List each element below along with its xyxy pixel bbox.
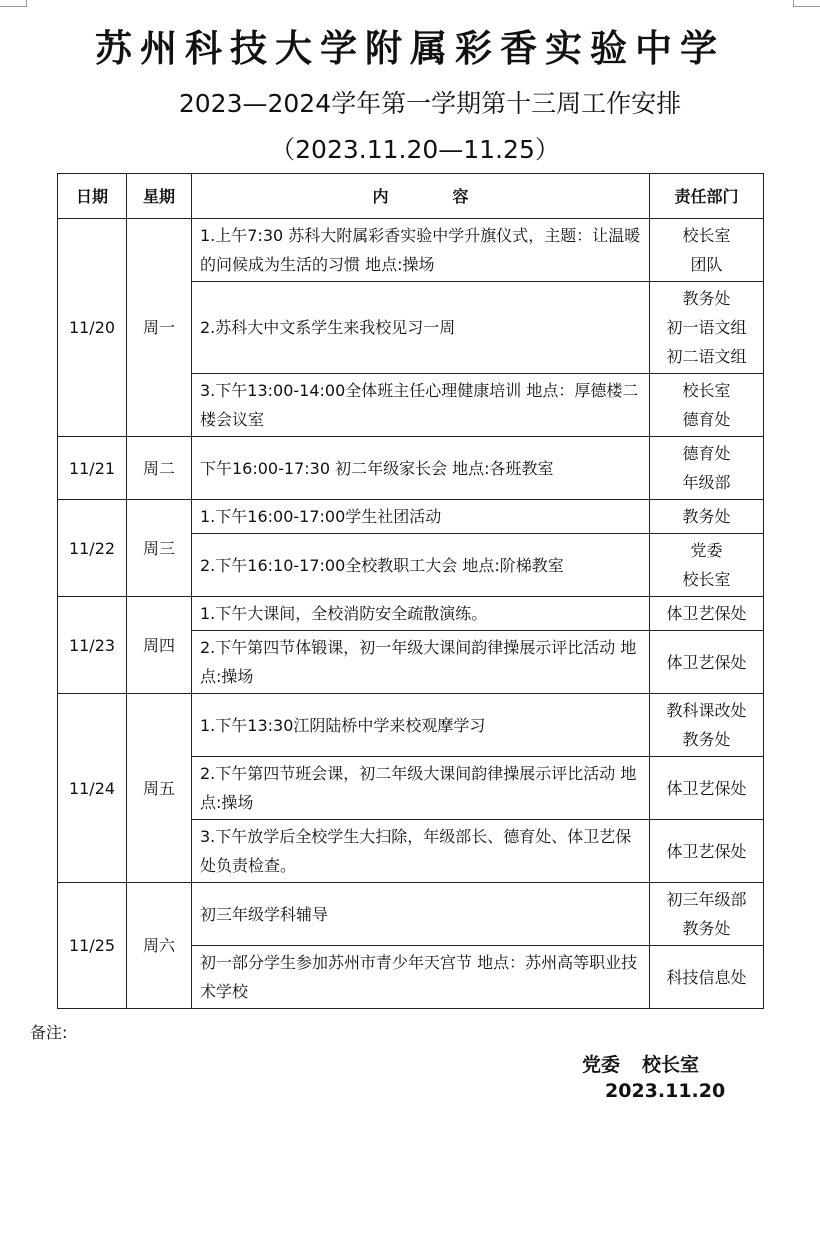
- header-weekday: 星期: [127, 174, 192, 219]
- cell-content: 2.下午第四节体锻课，初一年级大课间韵律操展示评比活动 地点:操场: [192, 631, 650, 694]
- cell-department: [650, 374, 764, 437]
- cell-department: [650, 500, 764, 534]
- cell-content: 2.下午16:10-17:00全校教职工大会 地点:阶梯教室: [192, 534, 650, 597]
- header-row: [58, 174, 764, 219]
- department-name: 初三年级部: [666, 890, 747, 909]
- table-row: [58, 219, 764, 282]
- department-name: 德育处: [682, 444, 731, 463]
- department-name: 体卫艺保处: [666, 604, 747, 623]
- cell-content: 1.上午7:30 苏科大附属彩香实验中学升旗仪式，主题：让温暖的问候成为生活的习惯 地点:操场: [192, 219, 650, 282]
- cell-date: 11/24: [58, 694, 127, 883]
- cell-date: 11/20: [58, 219, 127, 437]
- department-name: 教务处: [682, 730, 731, 749]
- cell-weekday: 周四: [127, 597, 192, 694]
- header-date: 日期: [58, 174, 127, 219]
- cell-content: 1.下午大课间，全校消防安全疏散演练。: [192, 597, 650, 631]
- cell-content: 下午16:00-17:30 初二年级家长会 地点:各班教室: [192, 437, 650, 500]
- cell-department: [650, 219, 764, 282]
- department-name: 体卫艺保处: [666, 841, 747, 861]
- department-name: 初一语文组: [666, 318, 747, 337]
- header-content: 内 容: [192, 174, 650, 219]
- signers: [582, 1050, 699, 1077]
- department-name: 年级部: [682, 473, 731, 492]
- department-name: 初二语文组: [666, 347, 747, 366]
- cell-content: 初一部分学生参加苏州市青少年天宫节 地点：苏州高等职业技术学校: [192, 946, 650, 1009]
- header-department: 责任部门: [650, 174, 764, 219]
- schedule-body: [58, 219, 764, 1009]
- cell-content: 1.下午16:00-17:00学生社团活动: [192, 500, 650, 534]
- department-name: 教务处: [682, 919, 731, 938]
- cell-content: 3.下午放学后全校学生大扫除，年级部长、德育处、体卫艺保处负责检查。: [192, 820, 650, 883]
- table-row: [58, 694, 764, 757]
- date-range: （2023.11.20—11.25）: [270, 135, 560, 164]
- table-row: [58, 883, 764, 946]
- cell-department: [650, 631, 764, 694]
- cell-weekday: 周一: [127, 219, 192, 437]
- cell-content: 初三年级学科辅导: [192, 883, 650, 946]
- signer-principal-office: 校长室: [642, 1054, 700, 1076]
- corner-crop-mark-right: [793, 0, 820, 7]
- table-row: [58, 500, 764, 534]
- cell-date: 11/23: [58, 597, 127, 694]
- department-name: 党委: [690, 541, 723, 560]
- cell-weekday: 周三: [127, 500, 192, 597]
- cell-content: 1.下午13:30江阴陆桥中学来校观摩学习: [192, 694, 650, 757]
- department-name: 体卫艺保处: [666, 778, 747, 798]
- remarks-label: 备注:: [30, 1023, 68, 1042]
- cell-department: [650, 282, 764, 374]
- cell-weekday: 周二: [127, 437, 192, 500]
- cell-date: 11/21: [58, 437, 127, 500]
- department-name: 体卫艺保处: [666, 652, 747, 672]
- cell-department: [650, 946, 764, 1009]
- corner-crop-mark-left: [0, 0, 27, 7]
- cell-weekday: 周六: [127, 883, 192, 1009]
- cell-department: [650, 883, 764, 946]
- department-name: 校长室: [682, 381, 731, 400]
- cell-date: 11/25: [58, 883, 127, 1009]
- schedule-table: [57, 173, 764, 1009]
- cell-content: 3.下午13:00-14:00全体班主任心理健康培训 地点：厚德楼二楼会议室: [192, 374, 650, 437]
- department-name: 德育处: [682, 410, 731, 429]
- table-row: [58, 597, 764, 631]
- department-name: 校长室: [682, 570, 731, 589]
- department-name: 校长室: [682, 226, 731, 245]
- cell-department: [650, 820, 764, 883]
- cell-department: [650, 694, 764, 757]
- cell-date: 11/22: [58, 500, 127, 597]
- cell-department: [650, 597, 764, 631]
- table-row: [58, 437, 764, 500]
- cell-department: [650, 757, 764, 820]
- schedule-title: 2023—2024学年第一学期第十三周工作安排: [178, 89, 682, 118]
- school-name: 苏州科技大学附属彩香实验中学: [95, 26, 725, 70]
- cell-content: 2.下午第四节班会课，初二年级大课间韵律操展示评比活动 地点:操场: [192, 757, 650, 820]
- department-name: 教务处: [682, 289, 731, 308]
- department-name: 教科课改处: [666, 701, 747, 720]
- department-name: 科技信息处: [666, 967, 747, 987]
- signer-party: 党委: [582, 1054, 621, 1076]
- sign-date: 2023.11.20: [605, 1080, 726, 1102]
- department-name: 团队: [690, 255, 723, 274]
- cell-department: [650, 437, 764, 500]
- department-name: 教务处: [682, 507, 731, 526]
- cell-weekday: 周五: [127, 694, 192, 883]
- cell-department: [650, 534, 764, 597]
- cell-content: 2.苏科大中文系学生来我校见习一周: [192, 282, 650, 374]
